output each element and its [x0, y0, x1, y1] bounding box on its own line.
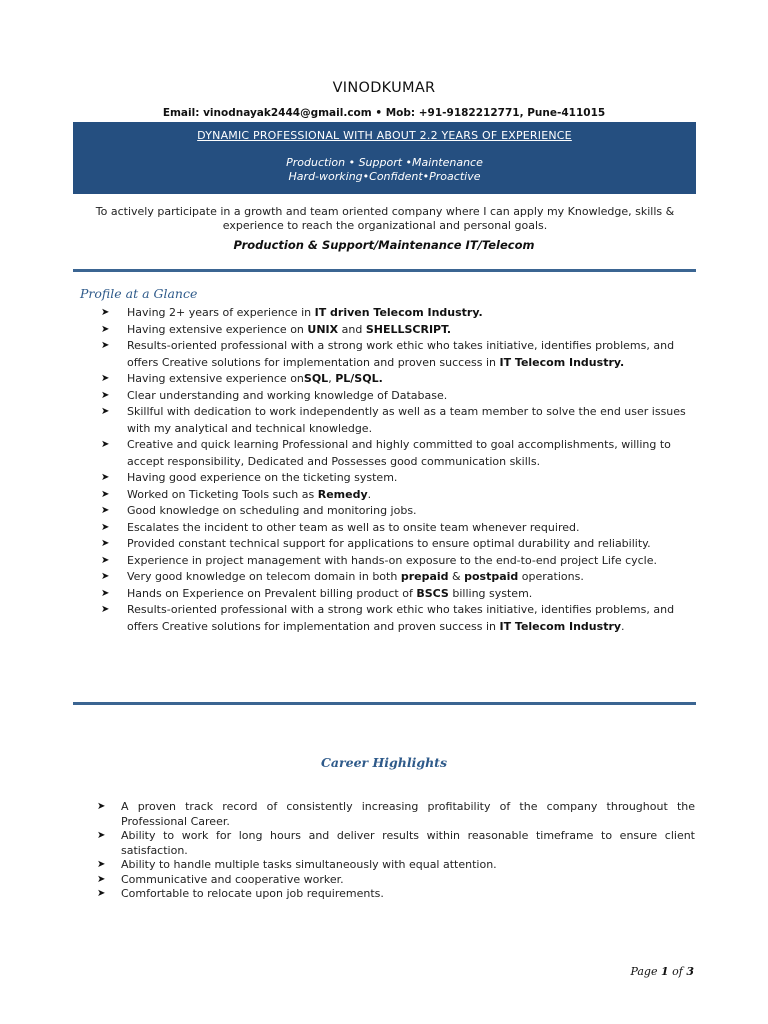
item-text: Skillful with dedication to work independently as well as a team member to solve the end user issues with my analytical and technical knowledge.: [127, 405, 686, 435]
section-divider-top: [73, 269, 696, 272]
profile-list-item: [101, 487, 695, 504]
arrow-bullet-icon: ➤: [101, 389, 110, 401]
highlighted-term: prepaid: [400, 570, 449, 583]
footer-page-word: Page: [630, 965, 658, 978]
career-list-item: [97, 800, 695, 829]
item-text: Communicative and cooperative worker.: [121, 872, 344, 886]
item-text: .: [367, 487, 372, 501]
arrow-bullet-icon: ➤: [101, 587, 110, 599]
profile-list-item: [101, 520, 695, 537]
item-text: Having good experience on the ticketing system.: [127, 471, 398, 484]
highlighted-term: postpaid: [464, 570, 519, 583]
profile-section-title: Profile at a Glance: [80, 286, 198, 301]
arrow-bullet-icon: ➤: [101, 488, 110, 500]
profile-list-item: [101, 569, 695, 586]
highlighted-term: UNIX: [307, 322, 339, 336]
arrow-bullet-icon: ➤: [97, 888, 106, 899]
profile-list-item: [101, 602, 695, 635]
arrow-bullet-icon: ➤: [101, 340, 110, 351]
page-footer: [594, 965, 694, 978]
highlighted-term: SQL: [303, 372, 329, 385]
arrow-bullet-icon: ➤: [101, 505, 110, 516]
career-list-item: [97, 873, 695, 888]
profile-list-item: [101, 536, 695, 553]
arrow-bullet-icon: ➤: [101, 439, 110, 450]
arrow-bullet-icon: ➤: [101, 604, 110, 615]
item-text: ,: [328, 372, 336, 385]
section-divider-middle: [73, 702, 696, 705]
item-text: &: [448, 570, 465, 583]
profile-list-item: [101, 404, 695, 437]
career-list-item: [97, 829, 695, 858]
arrow-bullet-icon: ➤: [101, 323, 110, 335]
arrow-bullet-icon: ➤: [97, 859, 106, 870]
highlighted-term: BSCS: [416, 586, 449, 600]
item-text: .: [621, 619, 625, 633]
item-text: Escalates the incident to other team as well as to onsite team whenever required.: [127, 520, 580, 534]
objective-headline: Production & Support/Maintenance IT/Telecom: [233, 238, 535, 252]
footer-page-number: 1: [660, 965, 669, 978]
item-text: and: [338, 322, 366, 336]
arrow-bullet-icon: ➤: [97, 873, 106, 885]
footer-page-total: 3: [686, 965, 694, 978]
item-text: Hands on Experience on Prevalent billing product of: [127, 586, 417, 600]
candidate-name: VINODKUMAR: [332, 80, 436, 96]
item-text: Worked on Ticketing Tools such as: [127, 487, 318, 501]
arrow-bullet-icon: ➤: [101, 571, 110, 582]
highlighted-term: IT driven Telecom Industry.: [314, 306, 483, 319]
item-text: Very good knowledge on telecom domain in both: [127, 570, 401, 583]
item-text: operations.: [518, 570, 584, 583]
item-text: Good knowledge on scheduling and monitoring jobs.: [127, 504, 417, 517]
item-text: Ability to work for long hours and deliver results within reasonable timeframe to ensure client satisfaction.: [121, 829, 695, 857]
highlighted-term: PL/SQL.: [335, 372, 383, 385]
contact-line: Email: vinodnayak2444@gmail.com • Mob: +91-9182212771, Pune-411015: [162, 107, 606, 119]
highlighted-term: IT Telecom Industry.: [499, 355, 625, 369]
item-text: Results-oriented professional with a strong work ethic who takes initiative, identifies problems, and offers Creative solutions for implementation and proven success in: [127, 339, 675, 369]
banner-traits-line: Hard-working•Confident•Proactive: [288, 170, 481, 183]
highlighted-term: IT Telecom Industry: [499, 619, 622, 633]
item-text: Clear understanding and working knowledge of Database.: [127, 388, 448, 402]
profile-list: [101, 305, 695, 635]
item-text: A proven track record of consistently increasing profitability of the company throughout the Professional Career.: [121, 800, 695, 828]
profile-list-item: [101, 322, 695, 339]
career-list-item: [97, 887, 695, 902]
item-text: Experience in project management with hands-on exposure to the end-to-end project Life cycle.: [127, 553, 658, 567]
item-text: Having 2+ years of experience in: [127, 306, 315, 319]
arrow-bullet-icon: ➤: [97, 801, 106, 812]
item-text: Comfortable to relocate upon job requirements.: [121, 887, 384, 900]
objective-text: To actively participate in a growth and team oriented company where I can apply my Knowledge, skills & experience to reach the organizational and personal goals.: [95, 205, 675, 232]
arrow-bullet-icon: ➤: [97, 830, 106, 841]
arrow-bullet-icon: ➤: [101, 373, 110, 384]
career-section-title: Career Highlights: [320, 755, 447, 770]
profile-list-item: [101, 388, 695, 405]
profile-list-item: [101, 437, 695, 470]
arrow-bullet-icon: ➤: [101, 406, 110, 417]
item-text: Ability to handle multiple tasks simultaneously with equal attention.: [121, 858, 497, 871]
item-text: Having extensive experience on: [127, 322, 308, 336]
profile-list-item: [101, 553, 695, 570]
arrow-bullet-icon: ➤: [101, 307, 110, 318]
arrow-bullet-icon: ➤: [101, 554, 110, 566]
item-text: billing system.: [448, 586, 533, 600]
career-list: [97, 800, 695, 902]
item-text: Creative and quick learning Professional and highly committed to goal accomplishments, willing to accept responsibility, Dedicated and Possesses good communication skills.: [127, 438, 671, 468]
item-text: Results-oriented professional with a strong work ethic who takes initiative, identifies problems, and offers Creative solutions for implementation and proven success in: [127, 603, 675, 633]
profile-list-item: [101, 371, 695, 388]
arrow-bullet-icon: ➤: [101, 521, 110, 533]
profile-list-item: [101, 503, 695, 520]
summary-banner: [73, 122, 696, 194]
item-text: Provided constant technical support for applications to ensure optimal durability and reliability.: [127, 537, 651, 550]
career-list-item: [97, 858, 695, 873]
banner-skills-line: Production • Support •Maintenance: [286, 156, 483, 169]
profile-list-item: [101, 338, 695, 371]
highlighted-term: Remedy: [317, 487, 368, 501]
profile-list-item: [101, 305, 695, 322]
highlighted-term: SHELLSCRIPT.: [365, 322, 452, 336]
banner-tagline: DYNAMIC PROFESSIONAL WITH ABOUT 2.2 YEARS OF EXPERIENCE: [197, 129, 572, 142]
profile-list-item: [101, 470, 695, 487]
arrow-bullet-icon: ➤: [101, 472, 110, 483]
footer-of-word: of: [672, 965, 683, 978]
item-text: Having extensive experience on: [127, 372, 304, 385]
arrow-bullet-icon: ➤: [101, 538, 110, 549]
profile-list-item: [101, 586, 695, 603]
